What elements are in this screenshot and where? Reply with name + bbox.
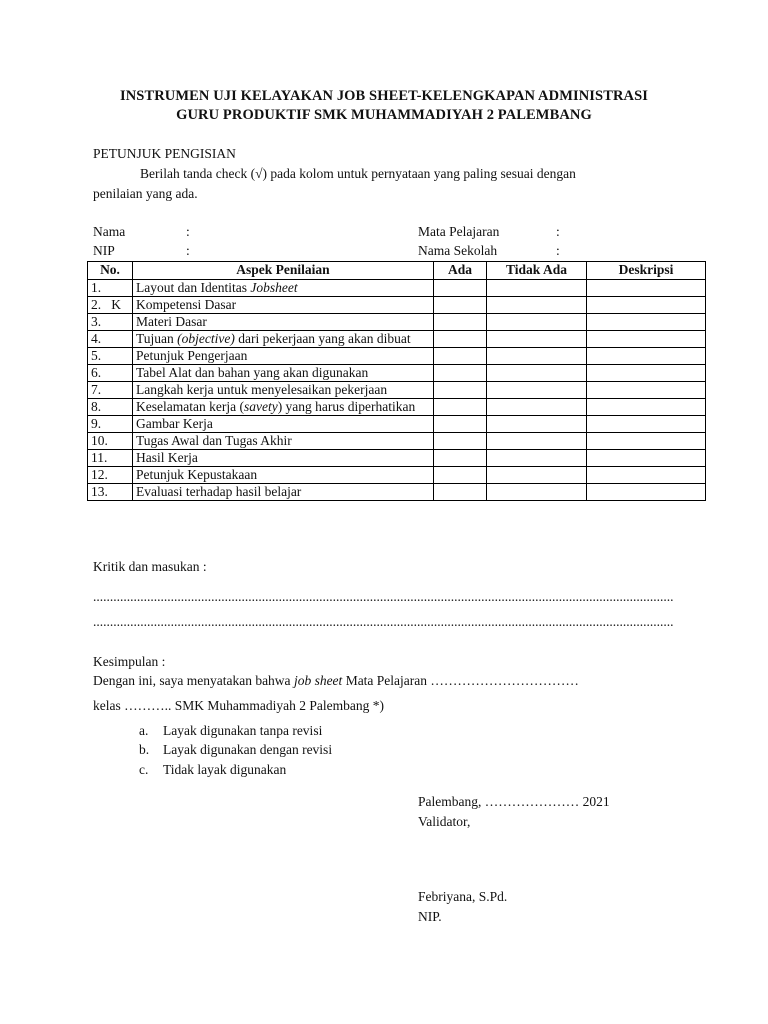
row-number: 1. [88,280,133,297]
ada-cell[interactable] [434,280,487,297]
deskripsi-cell[interactable] [587,467,706,484]
tidak-ada-cell[interactable] [487,314,587,331]
option-c-text[interactable]: Tidak layak digunakan [163,762,287,777]
aspek-text: Materi Dasar [136,314,207,329]
nama-label: Nama [93,224,126,239]
deskripsi-cell[interactable] [587,484,706,501]
instructions-line-1: Berilah tanda check (√) pada kolom untuk pernyataan yang paling sesuai dengan [140,166,576,181]
option-a-letter: a. [139,723,149,738]
tidak-ada-cell[interactable] [487,484,587,501]
tidak-ada-cell[interactable] [487,467,587,484]
header-ada: Ada [434,262,487,280]
aspek-text-after: ) yang harus diperhatikan [277,399,416,414]
table-header-row [88,262,706,280]
option-b-text[interactable]: Layak digunakan dengan revisi [163,742,333,757]
row-number: 8. [88,399,133,416]
aspek-text: Tugas Awal dan Tugas Akhir [136,433,292,448]
tidak-ada-cell[interactable] [487,348,587,365]
row-number: 5. [88,348,133,365]
tidak-ada-cell[interactable] [487,433,587,450]
aspek-text: Tujuan [136,331,178,346]
header-aspek-penilaian: Aspek Penilaian [133,262,434,280]
row-number: 12. [88,467,133,484]
kesimpulan-job-sheet: job sheet [293,673,343,688]
row-aspek [133,450,434,467]
row-number: 10. [88,433,133,450]
kesimpulan-label: Kesimpulan : [93,654,166,669]
table-row [88,382,706,399]
ada-cell[interactable] [434,416,487,433]
mata-pelajaran-label: Mata Pelajaran [418,224,500,239]
ada-cell[interactable] [434,331,487,348]
kesimpulan-line-1-post: Mata Pelajaran …………………………… [342,673,579,688]
aspek-text: Hasil Kerja [136,450,198,465]
tidak-ada-cell[interactable] [487,399,587,416]
table-row [88,433,706,450]
aspek-italic-text: Jobsheet [250,280,298,295]
row-number: 13. [88,484,133,501]
tidak-ada-cell[interactable] [487,365,587,382]
signature-place-date: Palembang, ………………… 2021 [418,794,610,809]
nama-sekolah-colon: : [556,243,560,258]
deskripsi-cell[interactable] [587,399,706,416]
nama-sekolah-label: Nama Sekolah [418,243,498,258]
aspek-text: Tabel Alat dan bahan yang akan digunakan [136,365,369,380]
kesimpulan-line-1-pre: Dengan ini, saya menyatakan bahwa [93,673,294,688]
deskripsi-cell[interactable] [587,365,706,382]
table-row [88,314,706,331]
deskripsi-cell[interactable] [587,433,706,450]
deskripsi-cell[interactable] [587,416,706,433]
option-b-letter: b. [139,742,150,757]
table-row [88,297,706,314]
aspek-text: Petunjuk Pengerjaan [136,348,248,363]
row-aspek [133,297,434,314]
table-row [88,365,706,382]
row-aspek [133,280,434,297]
document-title-line-1: INSTRUMEN UJI KELAYAKAN JOB SHEET-KELENGKAPAN ADMINISTRASI [119,88,649,104]
ada-cell[interactable] [434,348,487,365]
kesimpulan-line-2: kelas ……….. SMK Muhammadiyah 2 Palembang *) [93,698,384,713]
table-row [88,450,706,467]
nama-colon: : [186,224,190,239]
tidak-ada-cell[interactable] [487,297,587,314]
kritik-dotted-line-2[interactable]: ............................................................................................................................................................................ [93,614,674,629]
row-aspek [133,348,434,365]
aspek-text: Langkah kerja untuk menyelesaikan pekerjaan [136,382,388,397]
aspek-text: Evaluasi terhadap hasil belajar [136,484,302,499]
instructions-line-2: penilaian yang ada. [93,186,198,201]
table-row [88,484,706,501]
ada-cell[interactable] [434,314,487,331]
row-aspek [133,382,434,399]
ada-cell[interactable] [434,467,487,484]
ada-cell[interactable] [434,450,487,467]
aspek-italic-text: (objective) [177,331,235,346]
row-aspek [133,416,434,433]
tidak-ada-cell[interactable] [487,450,587,467]
option-a-text[interactable]: Layak digunakan tanpa revisi [163,723,323,738]
deskripsi-cell[interactable] [587,382,706,399]
signature-name: Febriyana, S.Pd. [418,889,508,904]
row-number: 3. [88,314,133,331]
nip-colon: : [186,243,190,258]
kesimpulan-line-1 [93,673,579,689]
deskripsi-cell[interactable] [587,331,706,348]
ada-cell[interactable] [434,382,487,399]
mata-pelajaran-colon: : [556,224,560,239]
tidak-ada-cell[interactable] [487,382,587,399]
deskripsi-cell[interactable] [587,314,706,331]
signature-role: Validator, [418,814,471,829]
tidak-ada-cell[interactable] [487,280,587,297]
document-title-line-2: GURU PRODUKTIF SMK MUHAMMADIYAH 2 PALEMBANG [176,107,592,123]
kritik-label: Kritik dan masukan : [93,559,207,574]
row-number: 6. [88,365,133,382]
aspek-text: Kompetensi Dasar [136,297,237,312]
aspek-text: Petunjuk Kepustakaan [136,467,258,482]
header-tidak-ada: Tidak Ada [487,262,587,280]
instructions-heading: PETUNJUK PENGISIAN [93,146,236,161]
aspek-text: Gambar Kerja [136,416,213,431]
kritik-dotted-line-1[interactable]: ............................................................................................................................................................................ [93,589,674,604]
ada-cell[interactable] [434,433,487,450]
row-aspek [133,433,434,450]
row-aspek [133,314,434,331]
ada-cell[interactable] [434,365,487,382]
row-aspek [133,467,434,484]
row-number: 7. [88,382,133,399]
row-aspek [133,484,434,501]
table-row [88,280,706,297]
table-row [88,399,706,416]
row-aspek [133,399,434,416]
row-number: 4. [88,331,133,348]
signature-nip: NIP. [418,909,442,924]
tidak-ada-cell[interactable] [487,416,587,433]
aspek-text: Layout dan Identitas [136,280,251,295]
row-aspek [133,331,434,348]
ada-cell[interactable] [434,297,487,314]
tidak-ada-cell[interactable] [487,331,587,348]
row-number: 11. [88,450,133,467]
nip-label: NIP [93,243,115,258]
header-deskripsi: Deskripsi [587,262,706,280]
ada-cell[interactable] [434,399,487,416]
deskripsi-cell[interactable] [587,297,706,314]
assessment-table [87,261,706,501]
row-number: 2. K [88,297,133,314]
aspek-italic-text: savety [243,399,278,414]
row-aspek [133,365,434,382]
table-row [88,331,706,348]
deskripsi-cell[interactable] [587,348,706,365]
aspek-text-after: dari pekerjaan yang akan dibuat [234,331,411,346]
option-c-letter: c. [139,762,149,777]
header-no: No. [88,262,133,280]
deskripsi-cell[interactable] [587,450,706,467]
table-row [88,416,706,433]
deskripsi-cell[interactable] [587,280,706,297]
row-number: 9. [88,416,133,433]
table-row [88,348,706,365]
aspek-text: Keselamatan kerja ( [136,399,244,414]
table-row [88,467,706,484]
ada-cell[interactable] [434,484,487,501]
